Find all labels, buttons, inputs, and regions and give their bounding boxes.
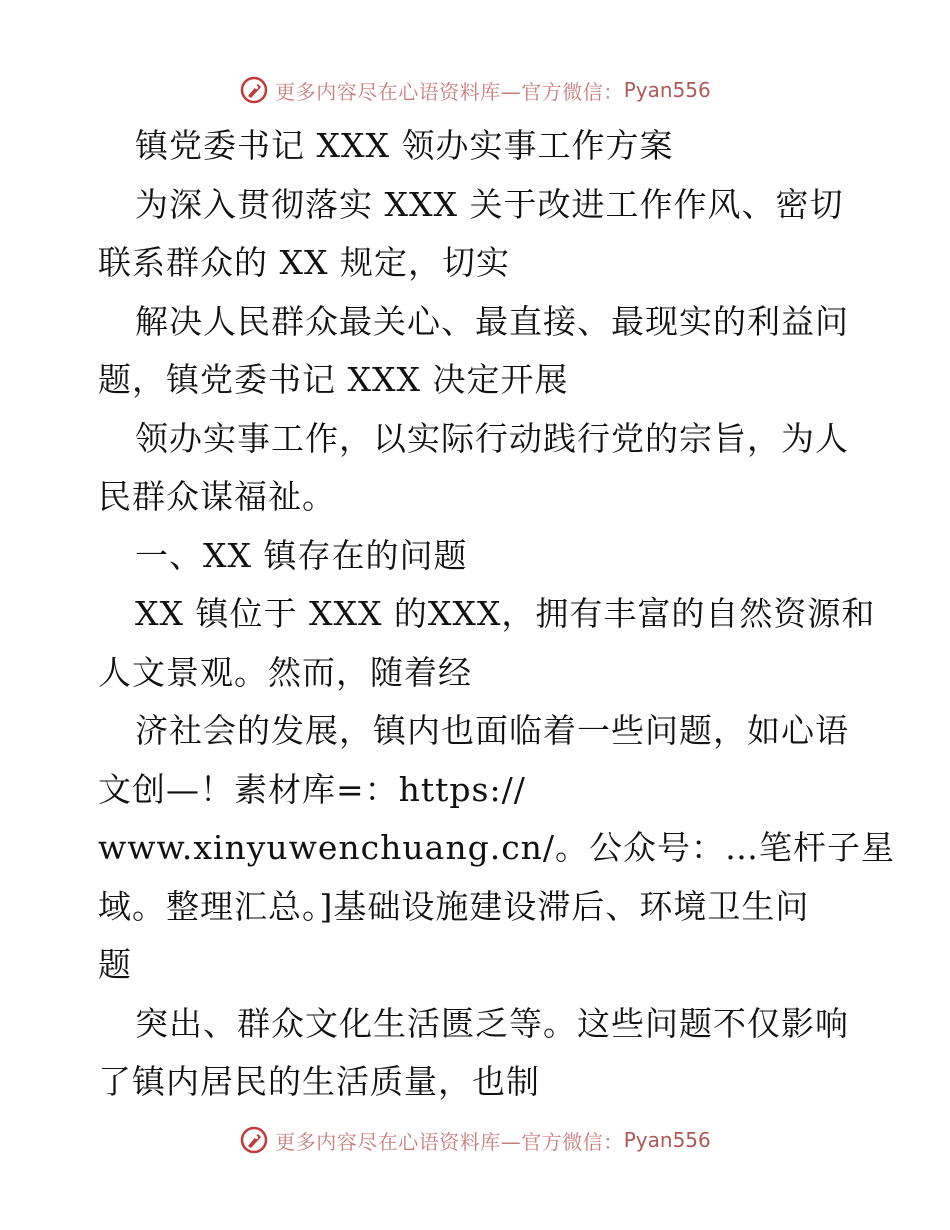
pen-nib-circle-icon: [239, 75, 269, 105]
paragraph-line: 济社会的发展，镇内也面临着一些问题，如心语: [135, 711, 849, 750]
header-watermark: [0, 70, 950, 110]
paragraph-line: 突出、群众文化生活匮乏等。这些问题不仅影响: [135, 1003, 849, 1043]
paragraph-line: 题: [98, 945, 132, 984]
watermark-text: 更多内容尽在心语资料库—官方微信：: [275, 1129, 624, 1154]
paragraph-line: 域。整理汇总。]基础设施建设滞后、环境卫生问: [98, 886, 810, 926]
paragraph-line: XX 镇位于 XXX 的XXX，拥有丰富的自然资源和: [135, 594, 876, 633]
paragraph-line: 了镇内居民的生活质量，也制: [98, 1062, 540, 1101]
paragraph-line: 领办实事工作，以实际行动践行党的宗旨，为人: [135, 418, 849, 458]
paragraph-line: 联系群众的 XX 规定，切实: [98, 243, 510, 282]
paragraph-line: 人文景观。然而，随着经: [98, 652, 472, 692]
paragraph-line: www.xinyuwenchuang.cn/。公众号：…笔杆子星: [98, 828, 896, 867]
paragraph-line: 文创—！素材库=：https://: [98, 769, 526, 809]
section-heading: 一、XX 镇存在的问题: [135, 535, 468, 575]
pen-nib-circle-icon: [239, 1125, 269, 1155]
watermark-contact: Pyan556: [623, 78, 711, 102]
paragraph-line: 题，镇党委书记 XXX 决定开展: [98, 360, 569, 399]
watermark-contact: Pyan556: [623, 1128, 711, 1152]
paragraph-line: 民群众谋福祉。: [98, 477, 336, 516]
paragraph-line: 为深入贯彻落实 XXX 关于改进工作作风、密切: [135, 184, 844, 224]
document-title: 镇党委书记 XXX 领办实事工作方案: [135, 126, 674, 165]
document-body: [98, 117, 896, 1112]
footer-watermark: [0, 1120, 950, 1160]
watermark-text: 更多内容尽在心语资料库—官方微信：: [275, 79, 624, 104]
paragraph-line: 解决人民群众最关心、最直接、最现实的利益问: [135, 301, 849, 341]
